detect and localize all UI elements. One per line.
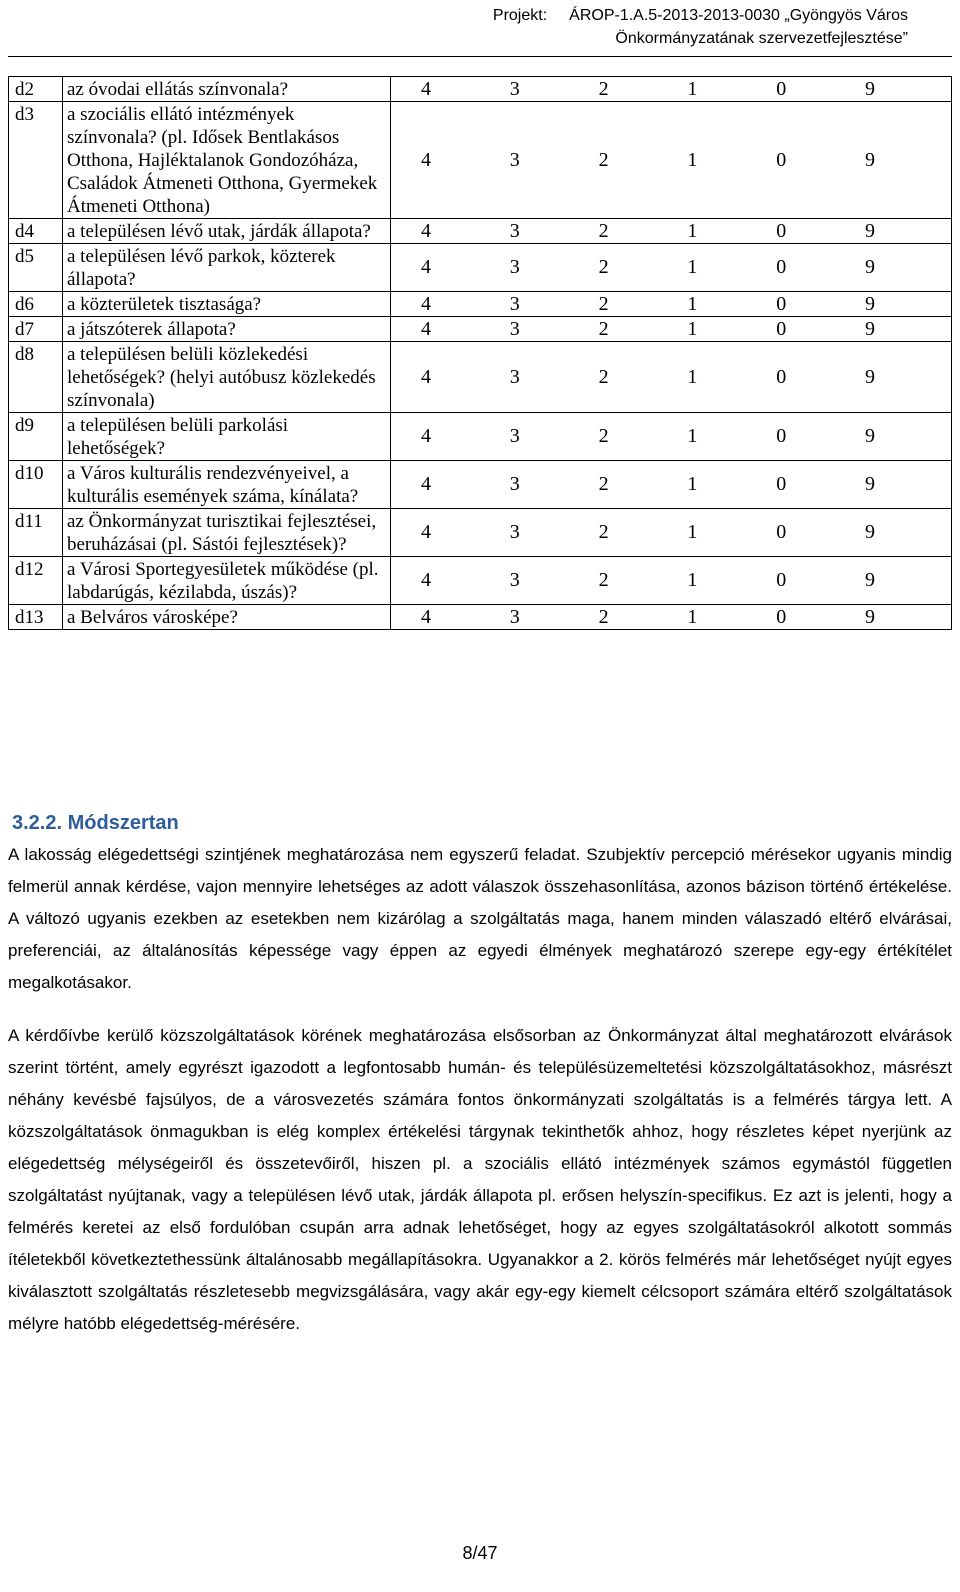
scale-value: 9 bbox=[864, 365, 875, 388]
scale-value: 0 bbox=[776, 148, 787, 171]
scale-value: 3 bbox=[509, 365, 520, 388]
table-row bbox=[9, 557, 952, 605]
scale-value: 3 bbox=[509, 425, 520, 447]
header-label: Projekt: bbox=[492, 7, 548, 24]
question-code: d9 bbox=[9, 413, 63, 461]
scale-value: 0 bbox=[776, 77, 787, 100]
scale-value: 2 bbox=[598, 569, 609, 591]
scale-value: 4 bbox=[421, 148, 431, 171]
header-line-2: Önkormányzatának szervezetfejlesztése” bbox=[615, 30, 908, 47]
question-code: d11 bbox=[9, 509, 63, 557]
scale-value: 2 bbox=[598, 148, 609, 171]
rating-scale bbox=[391, 292, 952, 317]
question-text: a Városi Sportegyesületek működése (pl. labdarúgás, kézilabda, úszás)? bbox=[63, 557, 391, 605]
scale-value: 1 bbox=[687, 473, 698, 495]
scale-value: 1 bbox=[687, 256, 698, 278]
table-row bbox=[9, 509, 952, 557]
scale-value: 9 bbox=[864, 148, 875, 171]
scale-value: 4 bbox=[421, 569, 431, 591]
scale-value: 9 bbox=[864, 256, 875, 278]
question-code: d10 bbox=[9, 461, 63, 509]
scale-value: 2 bbox=[598, 521, 609, 543]
scale-value: 1 bbox=[687, 219, 698, 242]
scale-value: 2 bbox=[598, 365, 609, 388]
question-code: d13 bbox=[9, 605, 63, 630]
scale-value: 1 bbox=[687, 521, 698, 543]
scale-value: 0 bbox=[776, 569, 787, 591]
question-code: d5 bbox=[9, 244, 63, 292]
scale-value: 9 bbox=[864, 425, 875, 447]
scale-value: 0 bbox=[776, 219, 787, 242]
question-text: az óvodai ellátás színvonala? bbox=[63, 77, 391, 102]
header-project-id: ÁROP-1.A.5-2013-2013-0030 „Gyöngyös Város bbox=[569, 7, 908, 24]
paragraph-1: A lakosság elégedettségi szintjének meghatározása nem egyszerű feladat. Szubjektív percepció mérésekor ugyanis mindig felmerül annak kérdése, vajon mennyire lehetséges az adott válaszok összehasonlítása, azonos bázison történő értékelése. A változó ugyanis ezekben az esetekben nem kizárólag a szolgáltatás maga, hanem minden válaszadó eltérő elvárásai, preferenciái, az általánosítás képessége vagy éppen az egyedi élmények meghatározó szerepe egy-egy értékítélet megalkotásakor. bbox=[8, 845, 952, 992]
table-row bbox=[9, 77, 952, 102]
scale-value: 1 bbox=[687, 292, 698, 315]
question-code: d7 bbox=[9, 317, 63, 342]
scale-value: 3 bbox=[509, 148, 520, 171]
scale-value: 4 bbox=[421, 77, 431, 100]
scale-value: 4 bbox=[421, 256, 431, 278]
scale-value: 4 bbox=[421, 521, 431, 543]
question-code: d8 bbox=[9, 342, 63, 413]
rating-scale bbox=[391, 219, 952, 244]
scale-value: 3 bbox=[509, 605, 520, 628]
scale-value: 1 bbox=[687, 317, 698, 340]
scale-value: 4 bbox=[421, 605, 431, 628]
rating-scale bbox=[391, 413, 952, 461]
scale-value: 1 bbox=[687, 605, 698, 628]
scale-value: 1 bbox=[687, 365, 698, 388]
scale-value: 3 bbox=[509, 473, 520, 495]
rating-scale bbox=[391, 77, 952, 102]
scale-value: 4 bbox=[421, 292, 431, 315]
table-row bbox=[9, 102, 952, 219]
scale-value: 9 bbox=[864, 473, 875, 495]
scale-value: 1 bbox=[687, 569, 698, 591]
question-text: a településen belüli közlekedési lehetőségek? (helyi autóbusz közlekedés színvonala) bbox=[63, 342, 391, 413]
table-row bbox=[9, 605, 952, 630]
scale-value: 9 bbox=[864, 521, 875, 543]
scale-value: 2 bbox=[598, 219, 609, 242]
scale-value: 3 bbox=[509, 521, 520, 543]
question-text: a játszóterek állapota? bbox=[63, 317, 391, 342]
question-text: a szociális ellátó intézmények színvonala? (pl. Idősek Bentlakásos Otthona, Hajléktalanok Gondozóháza, Családok Átmeneti Otthona, Gyermekek Átmeneti Otthona) bbox=[63, 102, 391, 219]
question-text: a közterületek tisztasága? bbox=[63, 292, 391, 317]
scale-value: 0 bbox=[776, 605, 787, 628]
scale-value: 4 bbox=[421, 219, 431, 242]
table-row bbox=[9, 219, 952, 244]
scale-value: 9 bbox=[864, 77, 875, 100]
scale-value: 2 bbox=[598, 425, 609, 447]
page-number: 8/47 bbox=[462, 1543, 498, 1563]
rating-scale bbox=[391, 317, 952, 342]
scale-value: 2 bbox=[598, 317, 609, 340]
question-text: az Önkormányzat turisztikai fejlesztései, beruházásai (pl. Sástói fejlesztések)? bbox=[63, 509, 391, 557]
header-line-1 bbox=[493, 4, 908, 27]
scale-value: 1 bbox=[687, 77, 698, 100]
question-text: a Belváros városképe? bbox=[63, 605, 391, 630]
scale-value: 0 bbox=[776, 317, 787, 340]
question-text: a településen lévő utak, járdák állapota? bbox=[63, 219, 391, 244]
question-text: a Város kulturális rendezvényeivel, a kulturális események száma, kínálata? bbox=[63, 461, 391, 509]
rating-scale bbox=[391, 509, 952, 557]
scale-value: 9 bbox=[864, 219, 875, 242]
table-row bbox=[9, 317, 952, 342]
section-number: 3.2.2. bbox=[12, 812, 63, 834]
scale-value: 0 bbox=[776, 256, 787, 278]
section-heading bbox=[12, 812, 179, 835]
scale-value: 2 bbox=[598, 473, 609, 495]
scale-value: 3 bbox=[509, 292, 520, 315]
scale-value: 4 bbox=[421, 473, 431, 495]
paragraph-2: A kérdőívbe kerülő közszolgáltatások körének meghatározása elsősorban az Önkormányzat által meghatározott elvárások szerint történt, amely egyrészt igazodott a legfontosabb humán- és településüzemeltetési közszolgáltatásokhoz, másrészt néhány kevésbé fajsúlyos, de a városvezetés számára fontos önkormányzati szolgáltatás is a felmérés tárgya lett. A közszolgáltatások önmagukban is elég komplex értékelési tárgynak tekinthetők ahhoz, hogy részletes képet nyerjünk az elégedettség mélységeiről és összetevőiről, hiszen pl. a szociális ellátó intézmények számos egymástól független szolgáltatást nyújtanak, vagy a településen lévő utak, járdák állapota pl. erősen helyszín-specifikus. Ez azt is jelenti, hogy a felmérés keretei az első fordulóban csupán arra adnak lehetőséget, hogy az egyes szolgáltatásokról alkotott sommás ítéletekből következtethessünk általánosabb megállapításokra. Ugyanakkor a 2. körös felmérés már lehetőséget nyújt egyes kiválasztott szolgáltatás részletesebb megvizsgálására, vagy akár egy-egy kiemelt célcsoport számára eltérő szolgáltatások mélyre hatóbb elégedettség-mérésére. bbox=[8, 1026, 952, 1333]
table-row bbox=[9, 461, 952, 509]
scale-value: 1 bbox=[687, 425, 698, 447]
survey-table-body bbox=[9, 77, 952, 630]
rating-scale bbox=[391, 461, 952, 509]
scale-value: 0 bbox=[776, 365, 787, 388]
question-code: d12 bbox=[9, 557, 63, 605]
question-code: d4 bbox=[9, 219, 63, 244]
scale-value: 0 bbox=[776, 292, 787, 315]
scale-value: 3 bbox=[509, 317, 520, 340]
scale-value: 3 bbox=[509, 77, 520, 100]
survey-table bbox=[8, 76, 952, 630]
scale-value: 0 bbox=[776, 521, 787, 543]
scale-value: 3 bbox=[509, 569, 520, 591]
question-code: d3 bbox=[9, 102, 63, 219]
rating-scale bbox=[391, 244, 952, 292]
rating-scale bbox=[391, 342, 952, 413]
scale-value: 2 bbox=[598, 292, 609, 315]
question-code: d2 bbox=[9, 77, 63, 102]
header-divider bbox=[8, 56, 952, 57]
question-text: a településen belüli parkolási lehetőségek? bbox=[63, 413, 391, 461]
scale-value: 1 bbox=[687, 148, 698, 171]
page-header bbox=[493, 4, 908, 50]
scale-value: 2 bbox=[598, 605, 609, 628]
scale-value: 4 bbox=[421, 425, 431, 447]
table-row bbox=[9, 244, 952, 292]
rating-scale bbox=[391, 557, 952, 605]
rating-scale bbox=[391, 605, 952, 630]
scale-value: 9 bbox=[864, 605, 875, 628]
table-row bbox=[9, 413, 952, 461]
rating-scale bbox=[391, 102, 952, 219]
scale-value: 3 bbox=[509, 219, 520, 242]
scale-value: 2 bbox=[598, 256, 609, 278]
scale-value: 9 bbox=[864, 292, 875, 315]
scale-value: 9 bbox=[864, 317, 875, 340]
question-text: a településen lévő parkok, közterek állapota? bbox=[63, 244, 391, 292]
scale-value: 2 bbox=[598, 77, 609, 100]
table-row bbox=[9, 292, 952, 317]
scale-value: 0 bbox=[776, 425, 787, 447]
table-row bbox=[9, 342, 952, 413]
scale-value: 3 bbox=[509, 256, 520, 278]
question-code: d6 bbox=[9, 292, 63, 317]
scale-value: 9 bbox=[864, 569, 875, 591]
scale-value: 4 bbox=[421, 365, 431, 388]
scale-value: 4 bbox=[421, 317, 431, 340]
section-title: Módszertan bbox=[67, 812, 179, 834]
scale-value: 0 bbox=[776, 473, 787, 495]
